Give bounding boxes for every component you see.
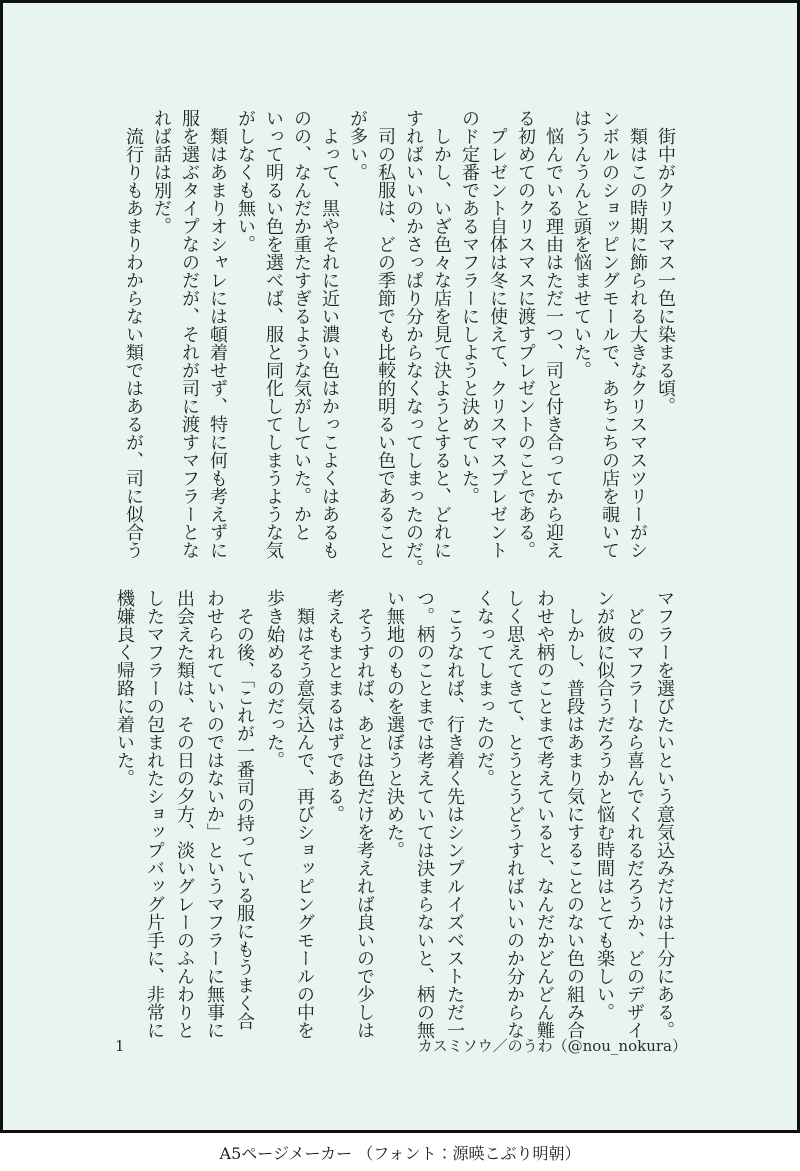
text-column: したマフラーの包まれたショップバッグ片手に、非常に <box>144 589 165 1039</box>
text-column: しかし、いざ色々な店を見て決ようとすると、どれに <box>431 109 452 559</box>
text-column: 類はこの時期に飾られる大きなクリスマスツリーがシ <box>627 109 648 559</box>
text-column: しく思えてきて、とうとうどうすればいいのか分からな <box>504 589 525 1039</box>
text-column: 歩き始めるのだった。 <box>264 589 285 769</box>
text-column: ンが彼に似合うだろうかと悩む時間はとても楽しい。 <box>594 589 615 1021</box>
text-column: のド定番であるマフラーにしようと決めていた。 <box>459 109 480 505</box>
text-column: つ。柄のことまでは考えていては決まらないと、柄の無 <box>414 589 435 1039</box>
text-column: 悩んでいる理由はただ一つ、司と付き合ってから迎え <box>543 109 564 559</box>
text-column: 司の私服は、どの季節でも比較的明るい色であること <box>375 109 396 559</box>
text-column: 考えもまとまるはずである。 <box>324 589 345 823</box>
text-column: すればいいのかさっぱり分からなくなってしまったのだ。 <box>403 109 424 577</box>
text-column: こうなれば、行き着く先はシンプルイズベストただ一 <box>444 589 465 1039</box>
text-column: くなってしまったのだ。 <box>474 589 495 787</box>
text-column: る初めてのクリスマスに渡すプレゼントのことである。 <box>515 109 536 559</box>
text-column: しかし、普段はあまり気にすることのない色の組み合 <box>564 589 585 1039</box>
tool-caption: A5ページメーカー （フォント：源暎こぶり明朝） <box>219 1143 581 1163</box>
text-column: れば話は別だ。 <box>151 109 172 235</box>
page-number: 1 <box>115 1037 125 1055</box>
text-column: はうんうんと頭を悩ませていた。 <box>571 109 592 379</box>
text-column: 街中がクリスマス一色に染まる頃。 <box>655 109 676 415</box>
page-footer <box>115 1035 687 1056</box>
text-column: 類はそう意気込んで、再びショッピングモールの中を <box>294 589 315 1039</box>
text-column: よって、黒やそれに近い濃い色はかっこよくはあるも <box>319 109 340 559</box>
text-column: プレゼント自体は冬に使えて、クリスマスプレゼント <box>487 109 508 559</box>
text-column: 流行りもあまりわからない類ではあるが、司に似合う <box>123 109 144 559</box>
text-block-lower <box>109 589 679 1041</box>
text-column: がしなくも無い。 <box>235 109 256 253</box>
text-column: 出会えた類は、その日の夕方、淡いグレーのふんわりと <box>174 589 195 1039</box>
author-credit: カスミソウ／のうわ（@nou_nokura） <box>417 1037 687 1055</box>
text-column: 類はあまりオシャレには頓着せず、特に何も考えずに <box>207 109 228 559</box>
text-column: 服を選ぶタイプなのだが、それが司に渡すマフラーとな <box>179 109 200 559</box>
caption-strip <box>0 1133 800 1171</box>
text-column: いって明るい色を選べば、服と同化してしまうような気 <box>263 109 284 559</box>
text-column: のの、なんだか重たすぎるような気がしていた。かと <box>291 109 312 541</box>
text-column: 機嫌良く帰路に着いた。 <box>114 589 135 787</box>
text-column: そうすれば、あとは色だけを考えれば良いので少しは <box>354 589 375 1039</box>
text-column: い無地のものを選ぼうと決めた。 <box>384 589 405 859</box>
text-column: その後、「これが一番司の持っている服にもうまく合 <box>234 589 255 1030</box>
text-column: マフラーを選びたいという意気込みだけは十分にある。 <box>654 589 675 1039</box>
text-column: ンボルのショッピングモールで、あちこちの店を覗いて <box>599 109 620 559</box>
text-column: わせや柄のことまで考えていると、なんだかどんどん難 <box>534 589 555 1039</box>
text-column: が多い。 <box>347 109 368 181</box>
text-block-upper <box>119 109 679 577</box>
text-column: どのマフラーなら喜んでくれるだろうか、どのデザイ <box>624 589 645 1039</box>
text-column: わせられていいのではないか」というマフラーに無事に <box>204 589 225 1039</box>
